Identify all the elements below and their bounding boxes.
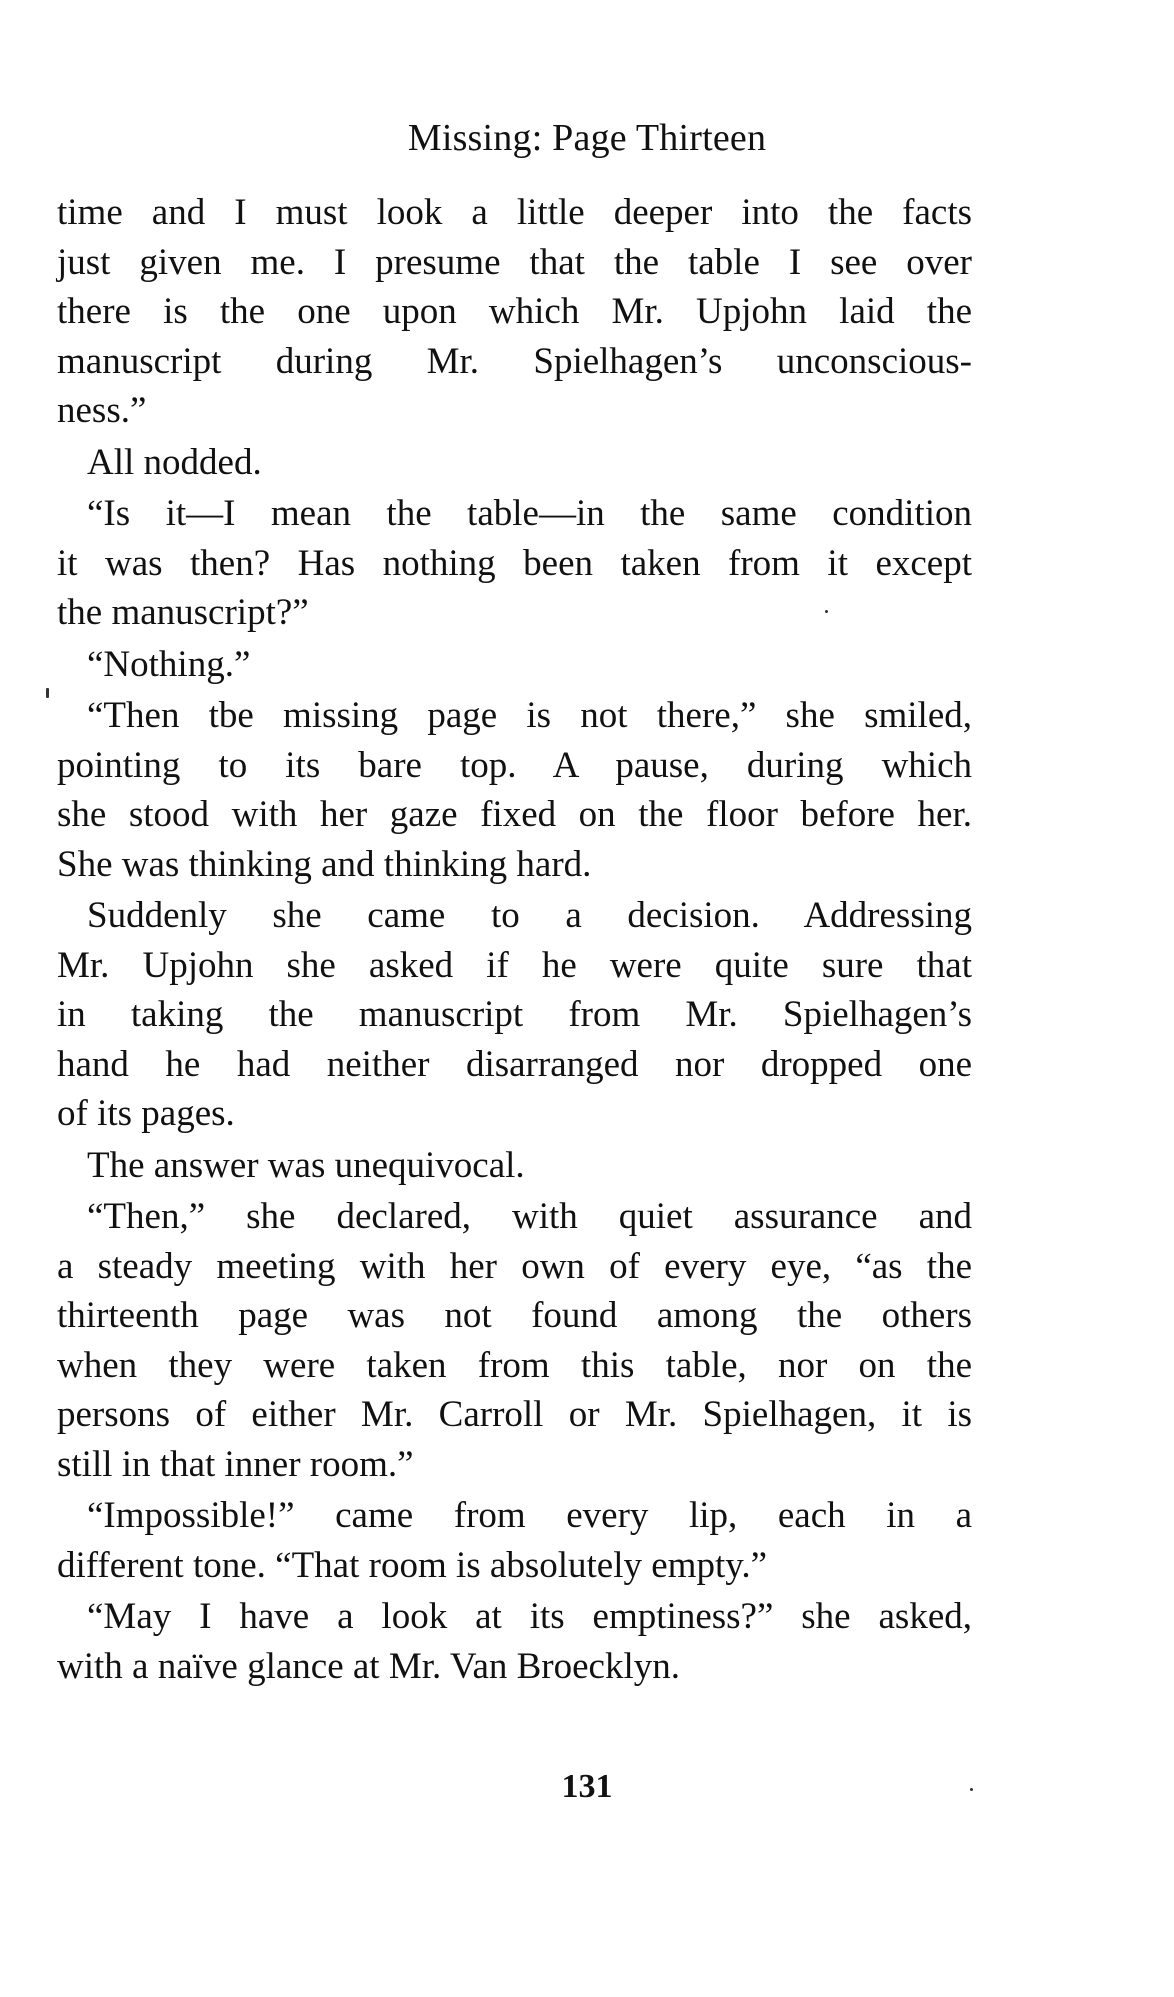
text-line: The answer was unequivocal.: [87, 1144, 525, 1186]
text-line: different tone. “That room is absolutely empty.”: [57, 1544, 767, 1586]
text-line: “Then,” she declared, with quiet assurance and: [87, 1196, 972, 1237]
text-line: with a naïve glance at Mr. Van Broecklyn.: [57, 1645, 681, 1687]
paragraph: [57, 1491, 972, 1590]
text-line: the manuscript?”: [57, 592, 309, 633]
text-line: just given me. I presume that the table I see over: [57, 241, 972, 283]
text-line: time and I must look a little deeper into the facts: [57, 192, 972, 233]
text-line: hand he had neither disarranged nor dropped one: [57, 1043, 972, 1085]
running-head: Missing: Page Thirteen: [407, 117, 767, 159]
text-line: she stood with her gaze fixed on the floor before her.: [57, 794, 972, 835]
text-line: in taking the manuscript from Mr. Spielhagen’s: [57, 994, 972, 1035]
text-line: “Is it—I mean the table—in the same condition: [87, 493, 972, 534]
text-line: when they were taken from this table, nor on the: [57, 1344, 972, 1386]
text-line: of its pages.: [57, 1093, 235, 1134]
text-line: thirteenth page was not found among the others: [57, 1295, 972, 1336]
text-line: All nodded.: [87, 441, 262, 483]
page-number: 131: [561, 1768, 613, 1805]
paragraph: [57, 1141, 972, 1191]
paragraph: [57, 691, 972, 889]
paragraph: [57, 891, 972, 1139]
paragraph: [57, 188, 972, 436]
text-line: there is the one upon which Mr. Upjohn laid the: [57, 291, 972, 332]
text-line: She was thinking and thinking hard.: [57, 843, 592, 885]
text-line: “Impossible!” came from every lip, each in a: [87, 1495, 972, 1536]
paragraph: [57, 489, 972, 638]
text-line: “Nothing.”: [87, 643, 251, 685]
paragraph: [57, 1192, 972, 1489]
text-line: Mr. Upjohn she asked if he were quite sure that: [57, 944, 972, 986]
print-speck: [825, 610, 828, 613]
text-line: “May I have a look at its emptiness?” she asked,: [87, 1596, 972, 1637]
paragraph: [57, 640, 972, 690]
text-line: persons of either Mr. Carroll or Mr. Spielhagen, it is: [57, 1394, 972, 1435]
print-speck: [970, 1788, 973, 1791]
body-text: [57, 188, 972, 1693]
text-line: manuscript during Mr. Spielhagen’s unconscious-: [57, 340, 972, 382]
text-line: still in that inner room.”: [57, 1443, 414, 1485]
text-line: Suddenly she came to a decision. Addressing: [87, 895, 972, 936]
text-line: pointing to its bare top. A pause, during which: [57, 744, 972, 786]
text-line: “Then tbe missing page is not there,” she smiled,: [87, 695, 972, 736]
text-line: it was then? Has nothing been taken from it except: [57, 542, 972, 584]
text-line: ness.”: [57, 390, 147, 431]
text-line: a steady meeting with her own of every eye, “as the: [57, 1245, 972, 1287]
print-speck: [46, 688, 49, 698]
paragraph: [57, 1592, 972, 1691]
paragraph: [57, 438, 972, 488]
